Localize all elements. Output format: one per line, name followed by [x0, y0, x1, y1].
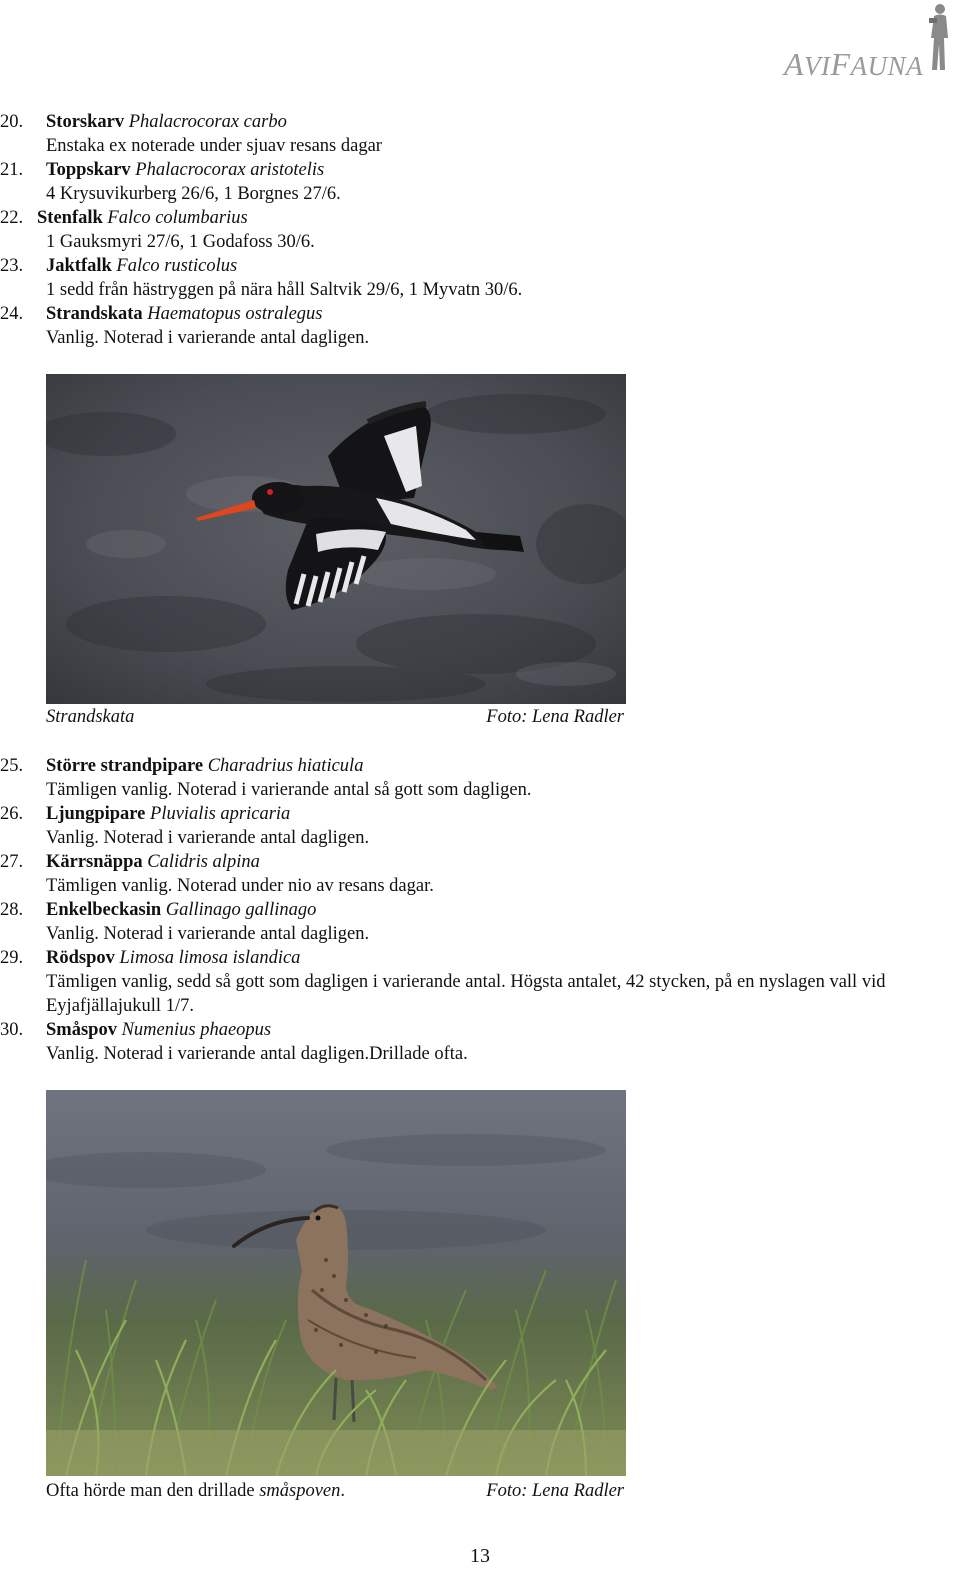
- species-latin: Pluvialis apricaria: [150, 804, 291, 824]
- species-latin: Phalacrocorax carbo: [128, 112, 287, 132]
- photo-credit: Foto: Lena Radler: [486, 707, 624, 727]
- species-name: Storskarv: [46, 112, 125, 132]
- entry-number: 26.: [0, 804, 24, 824]
- entry-number: 23.: [0, 256, 24, 276]
- species-notes: 1 sedd från hästryggen på nära håll Saltvik 29/6, 1 Myvatn 30/6.: [46, 280, 523, 300]
- oystercatcher-photo: [46, 374, 626, 704]
- species-notes: Tämligen vanlig. Noterad under nio av resans dagar.: [46, 876, 434, 896]
- whimbrel-photo: [46, 1090, 626, 1476]
- species-latin: Calidris alpina: [147, 852, 260, 872]
- species-name: Enkelbeckasin: [46, 900, 162, 920]
- species-notes: Vanlig. Noterad i varierande antal dagligen.: [46, 328, 370, 348]
- species-notes: Tämligen vanlig. Noterad i varierande antal så gott som dagligen.: [46, 780, 532, 800]
- species-notes: 1 Gauksmyri 27/6, 1 Godafoss 30/6.: [46, 232, 315, 252]
- species-latin: Phalacrocorax aristotelis: [135, 160, 325, 180]
- caption-text: Ofta hörde man den drillade småspoven.: [46, 1481, 345, 1501]
- species-notes: Vanlig. Noterad i varierande antal dagligen.: [46, 828, 370, 848]
- species-name: Rödspov: [46, 948, 115, 968]
- species-name: Jaktfalk: [46, 256, 112, 276]
- entry-number: 21.: [0, 160, 24, 180]
- avifauna-logo: [780, 2, 952, 82]
- entry-number: 22.: [0, 208, 24, 228]
- species-latin: Numenius phaeopus: [121, 1020, 272, 1040]
- species-name: Kärrsnäppa: [46, 852, 143, 872]
- species-name: Stenfalk: [37, 208, 103, 228]
- species-latin: Limosa limosa islandica: [119, 948, 301, 968]
- page-number: 13: [470, 1545, 490, 1567]
- species-latin: Falco columbarius: [107, 208, 248, 228]
- entry-number: 27.: [0, 852, 24, 872]
- entry-number: 20.: [0, 112, 24, 132]
- entry-number: 30.: [0, 1020, 24, 1040]
- species-name: Småspov: [46, 1020, 117, 1040]
- species-latin: Falco rusticolus: [116, 256, 238, 276]
- species-name: Större strandpipare: [46, 756, 204, 776]
- species-latin: Charadrius hiaticula: [207, 756, 364, 776]
- species-latin: Haematopus ostralegus: [147, 304, 323, 324]
- species-name: Strandskata: [46, 304, 143, 324]
- birdwatcher-icon: [926, 2, 952, 74]
- species-latin: Gallinago gallinago: [165, 900, 317, 920]
- species-notes: Vanlig. Noterad i varierande antal dagligen.Drillade ofta.: [46, 1044, 468, 1064]
- species-name: Toppskarv: [46, 160, 131, 180]
- entry-number: 25.: [0, 756, 24, 776]
- entry-number: 28.: [0, 900, 24, 920]
- caption-text: Strandskata: [46, 707, 135, 727]
- entry-number: 29.: [0, 948, 24, 968]
- photo-credit: Foto: Lena Radler: [486, 1481, 624, 1501]
- species-notes: Vanlig. Noterad i varierande antal dagligen.: [46, 924, 370, 944]
- species-notes: Enstaka ex noterade under sjuav resans dagar: [46, 136, 382, 156]
- logo-wordmark: AVIFAUNA: [784, 46, 924, 82]
- species-notes: Tämligen vanlig, sedd så gott som dagligen i varierande antal. Högsta antalet, 42 stycken, på en nyslagen vall vid Eyjafjällajukull 1/7.: [46, 972, 886, 1016]
- entry-number: 24.: [0, 304, 24, 324]
- species-name: Ljungpipare: [46, 804, 146, 824]
- species-notes: 4 Krysuvikurberg 26/6, 1 Borgnes 27/6.: [46, 184, 341, 204]
